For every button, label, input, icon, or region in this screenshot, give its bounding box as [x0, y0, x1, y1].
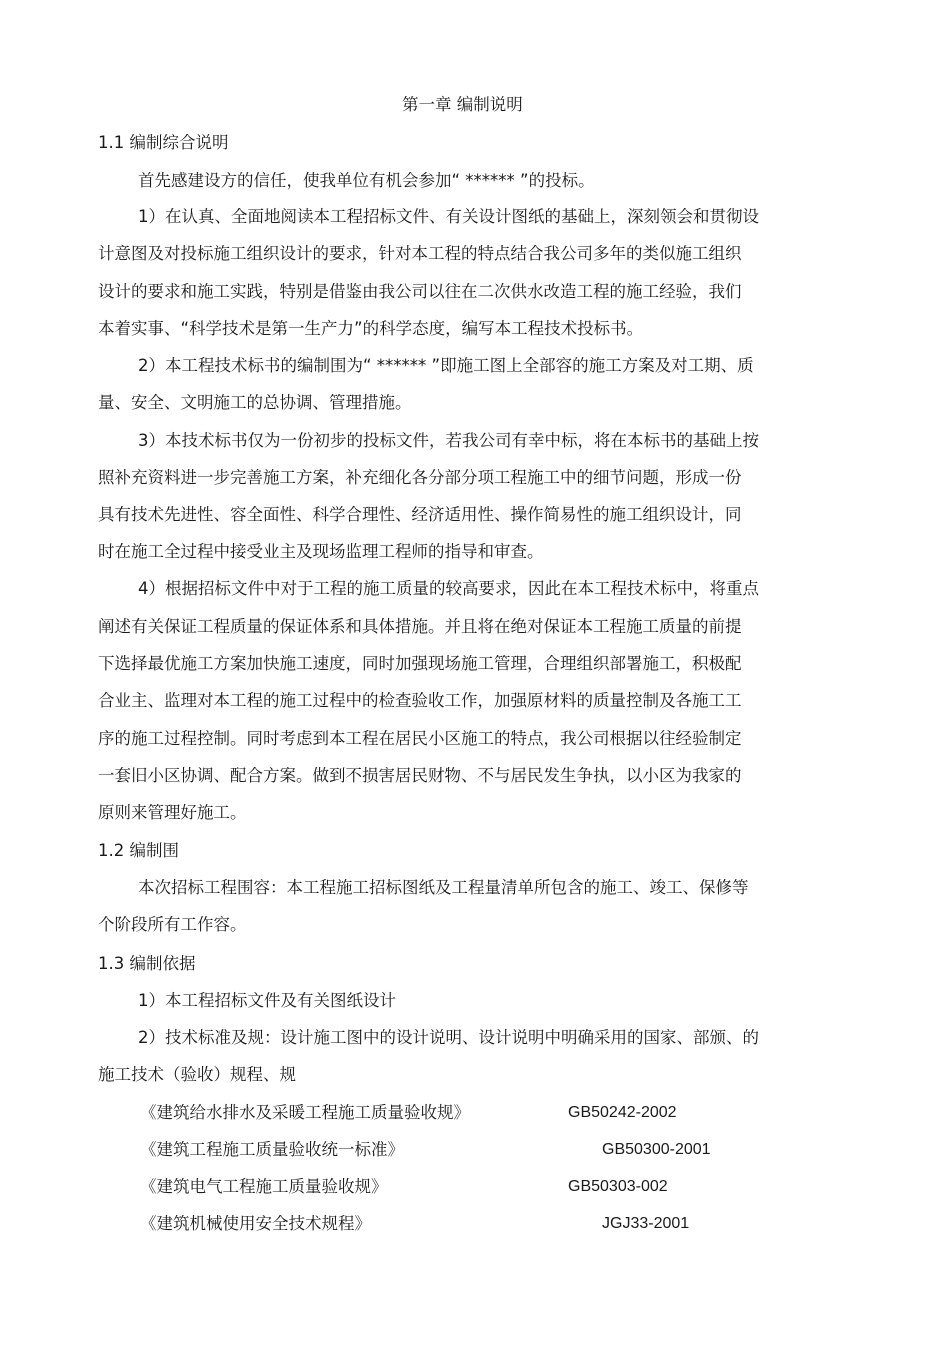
- paragraph-line: 4）根据招标文件中对于工程的施工质量的较高要求，因此在本工程技术标中，将重点: [138, 579, 759, 598]
- standard-name: 《建筑电气工程施工质量验收规》: [140, 1177, 388, 1196]
- paragraph-line: 照补充资料进一步完善施工方案，补充细化各分部分项工程施工中的细节问题，形成一份: [98, 468, 742, 487]
- paragraph-line: 2）本工程技术标书的编制围为“ ****** ”即施工图上全部容的施工方案及对工期、质: [138, 356, 754, 375]
- paragraph-line: 时在施工全过程中接受业主及现场监理工程师的指导和审查。: [98, 542, 544, 561]
- section-heading-1-1: 1.1 编制综合说明: [98, 133, 229, 152]
- paragraph-line: 下选择最优施工方案加快施工速度，同时加强现场施工管理，合理组织部署施工，积极配: [98, 654, 742, 673]
- standard-code: GB50303-002: [568, 1178, 668, 1195]
- paragraph-line: 计意图及对投标施工组织设计的要求，针对本工程的特点结合我公司多年的类似施工组织: [98, 244, 742, 263]
- paragraph-line: 合业主、监理对本工程的施工过程中的检查验收工作，加强原材料的质量控制及各施工工: [98, 691, 742, 710]
- paragraph-line: 原则来管理好施工。: [98, 803, 247, 822]
- paragraph-line: 具有技术先进性、容全面性、科学合理性、经济适用性、操作简易性的施工组织设计，同: [98, 505, 742, 524]
- chapter-title: 第一章 编制说明: [402, 95, 523, 114]
- paragraph-line: 阐述有关保证工程质量的保证体系和具体措施。并且将在绝对保证本工程施工质量的前提: [98, 617, 742, 636]
- standard-code: GB50242-2002: [568, 1104, 677, 1121]
- standard-code: GB50300-2001: [602, 1141, 711, 1158]
- paragraph-line: 本次招标工程围容：本工程施工招标图纸及工程量清单所包含的施工、竣工、保修等: [138, 878, 749, 897]
- list-item: 1）本工程招标文件及有关图纸设计: [138, 991, 396, 1010]
- section-heading-1-3: 1.3 编制依据: [98, 954, 196, 973]
- paragraph-line: 3）本技术标书仅为一份初步的投标文件，若我公司有幸中标，将在本标书的基础上按: [138, 431, 759, 450]
- standard-name: 《建筑给水排水及采暖工程施工质量验收规》: [140, 1103, 470, 1122]
- standard-code: JGJ33-2001: [602, 1215, 690, 1232]
- paragraph-line: 个阶段所有工作容。: [98, 915, 247, 934]
- paragraph-line: 量、安全、文明施工的总协调、管理措施。: [98, 393, 412, 412]
- paragraph-intro: 首先感建设方的信任，使我单位有机会参加“ ****** ”的投标。: [138, 171, 595, 190]
- paragraph-line: 本着实事、“科学技术是第一生产力”的科学态度，编写本工程技术投标书。: [98, 319, 644, 338]
- list-item: 2）技术标准及规：设计施工图中的设计说明、设计说明中明确采用的国家、部颁、的: [138, 1028, 759, 1047]
- paragraph-line: 一套旧小区协调、配合方案。做到不损害居民财物、不与居民发生争执，以小区为我家的: [98, 766, 742, 785]
- section-heading-1-2: 1.2 编制围: [98, 841, 179, 860]
- list-item-continuation: 施工技术（验收）规程、规: [98, 1065, 296, 1084]
- paragraph-line: 1）在认真、全面地阅读本工程招标文件、有关设计图纸的基础上，深刻领会和贯彻设: [138, 207, 759, 226]
- paragraph-line: 序的施工过程控制。同时考虑到本工程在居民小区施工的特点，我公司根据以往经验制定: [98, 729, 742, 748]
- standard-name: 《建筑工程施工质量验收统一标准》: [140, 1140, 404, 1159]
- paragraph-line: 设计的要求和施工实践，特别是借鉴由我公司以往在二次供水改造工程的施工经验，我们: [98, 282, 742, 301]
- standard-name: 《建筑机械使用安全技术规程》: [140, 1214, 371, 1233]
